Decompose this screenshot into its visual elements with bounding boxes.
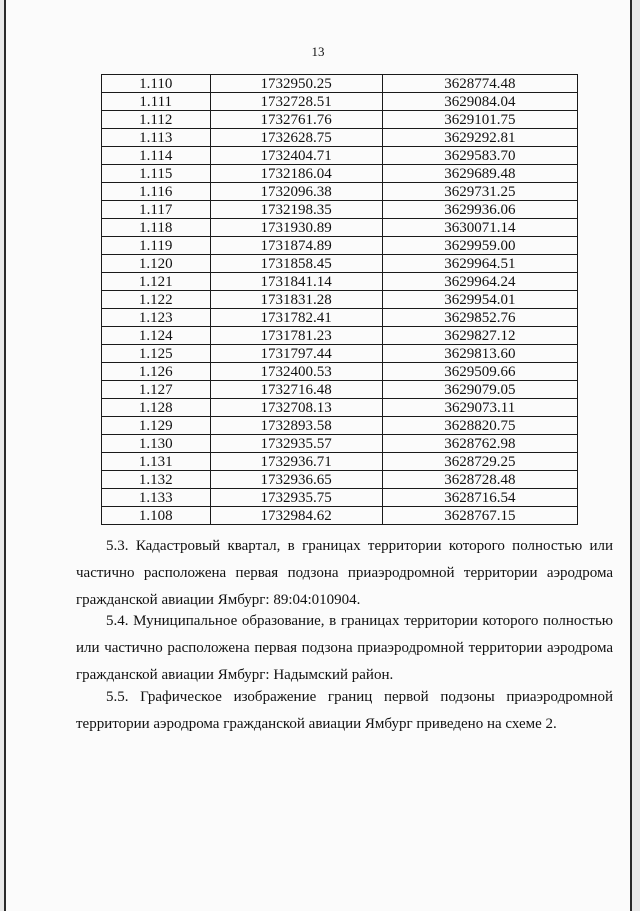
point-number-cell: 1.133 xyxy=(102,489,211,507)
x-coordinate-cell: 1732761.76 xyxy=(210,111,382,129)
x-coordinate-cell: 1731781.23 xyxy=(210,327,382,345)
y-coordinate-cell: 3630071.14 xyxy=(382,219,577,237)
y-coordinate-cell: 3629959.00 xyxy=(382,237,577,255)
point-number-cell: 1.108 xyxy=(102,507,211,525)
point-number-cell: 1.110 xyxy=(102,75,211,93)
table-row xyxy=(102,363,578,381)
y-coordinate-cell: 3629073.11 xyxy=(382,399,577,417)
coordinates-table-body xyxy=(102,75,578,525)
paragraph-5-5: 5.5. Графическое изображение границ первой подзоны приаэродромной территории аэродрома гражданской авиации Ямбург приведено на схеме 2. xyxy=(76,689,613,732)
x-coordinate-cell: 1732936.65 xyxy=(210,471,382,489)
point-number-cell: 1.115 xyxy=(102,165,211,183)
y-coordinate-cell: 3629954.01 xyxy=(382,291,577,309)
table-row xyxy=(102,183,578,201)
y-coordinate-cell: 3629292.81 xyxy=(382,129,577,147)
y-coordinate-cell: 3628767.15 xyxy=(382,507,577,525)
x-coordinate-cell: 1731841.14 xyxy=(210,273,382,291)
point-number-cell: 1.117 xyxy=(102,201,211,219)
table-row xyxy=(102,417,578,435)
point-number-cell: 1.113 xyxy=(102,129,211,147)
table-row xyxy=(102,111,578,129)
point-number-cell: 1.121 xyxy=(102,273,211,291)
table-row xyxy=(102,471,578,489)
point-number-cell: 1.120 xyxy=(102,255,211,273)
y-coordinate-cell: 3629101.75 xyxy=(382,111,577,129)
point-number-cell: 1.128 xyxy=(102,399,211,417)
x-coordinate-cell: 1732628.75 xyxy=(210,129,382,147)
x-coordinate-cell: 1732936.71 xyxy=(210,453,382,471)
table-row xyxy=(102,435,578,453)
table-row xyxy=(102,327,578,345)
table-row xyxy=(102,507,578,525)
table-row xyxy=(102,93,578,111)
table-row xyxy=(102,273,578,291)
table-row xyxy=(102,255,578,273)
table-row xyxy=(102,453,578,471)
x-coordinate-cell: 1732716.48 xyxy=(210,381,382,399)
x-coordinate-cell: 1732950.25 xyxy=(210,75,382,93)
table-row xyxy=(102,345,578,363)
coordinates-table xyxy=(101,74,578,525)
document-page xyxy=(4,0,632,911)
y-coordinate-cell: 3628820.75 xyxy=(382,417,577,435)
point-number-cell: 1.127 xyxy=(102,381,211,399)
point-number-cell: 1.132 xyxy=(102,471,211,489)
table-row xyxy=(102,309,578,327)
y-coordinate-cell: 3629731.25 xyxy=(382,183,577,201)
y-coordinate-cell: 3629583.70 xyxy=(382,147,577,165)
x-coordinate-cell: 1732728.51 xyxy=(210,93,382,111)
point-number-cell: 1.125 xyxy=(102,345,211,363)
y-coordinate-cell: 3629964.51 xyxy=(382,255,577,273)
point-number-cell: 1.119 xyxy=(102,237,211,255)
y-coordinate-cell: 3629813.60 xyxy=(382,345,577,363)
point-number-cell: 1.116 xyxy=(102,183,211,201)
table-row xyxy=(102,489,578,507)
x-coordinate-cell: 1732404.71 xyxy=(210,147,382,165)
table-row xyxy=(102,129,578,147)
y-coordinate-cell: 3628774.48 xyxy=(382,75,577,93)
table-row xyxy=(102,381,578,399)
table-row xyxy=(102,147,578,165)
y-coordinate-cell: 3629827.12 xyxy=(382,327,577,345)
x-coordinate-cell: 1731782.41 xyxy=(210,309,382,327)
y-coordinate-cell: 3629852.76 xyxy=(382,309,577,327)
y-coordinate-cell: 3629079.05 xyxy=(382,381,577,399)
y-coordinate-cell: 3628729.25 xyxy=(382,453,577,471)
y-coordinate-cell: 3628728.48 xyxy=(382,471,577,489)
point-number-cell: 1.124 xyxy=(102,327,211,345)
page-number: 13 xyxy=(311,44,325,59)
y-coordinate-cell: 3629509.66 xyxy=(382,363,577,381)
x-coordinate-cell: 1732935.57 xyxy=(210,435,382,453)
table-row xyxy=(102,399,578,417)
point-number-cell: 1.131 xyxy=(102,453,211,471)
point-number-cell: 1.118 xyxy=(102,219,211,237)
paragraph-5-4: 5.4. Муниципальное образование, в границах территории которого полностью или частично расположена первая подзона приаэродромной территории аэродрома гражданской авиации Ямбург: Надымский район. xyxy=(76,613,613,683)
x-coordinate-cell: 1732893.58 xyxy=(210,417,382,435)
point-number-cell: 1.111 xyxy=(102,93,211,111)
x-coordinate-cell: 1731858.45 xyxy=(210,255,382,273)
y-coordinate-cell: 3629964.24 xyxy=(382,273,577,291)
table-row xyxy=(102,237,578,255)
x-coordinate-cell: 1732935.75 xyxy=(210,489,382,507)
x-coordinate-cell: 1731797.44 xyxy=(210,345,382,363)
table-row xyxy=(102,219,578,237)
point-number-cell: 1.122 xyxy=(102,291,211,309)
x-coordinate-cell: 1731930.89 xyxy=(210,219,382,237)
point-number-cell: 1.114 xyxy=(102,147,211,165)
x-coordinate-cell: 1732198.35 xyxy=(210,201,382,219)
table-row xyxy=(102,291,578,309)
x-coordinate-cell: 1731874.89 xyxy=(210,237,382,255)
y-coordinate-cell: 3628762.98 xyxy=(382,435,577,453)
x-coordinate-cell: 1732186.04 xyxy=(210,165,382,183)
x-coordinate-cell: 1732400.53 xyxy=(210,363,382,381)
table-row xyxy=(102,75,578,93)
point-number-cell: 1.112 xyxy=(102,111,211,129)
x-coordinate-cell: 1731831.28 xyxy=(210,291,382,309)
y-coordinate-cell: 3629084.04 xyxy=(382,93,577,111)
y-coordinate-cell: 3629689.48 xyxy=(382,165,577,183)
table-row xyxy=(102,201,578,219)
x-coordinate-cell: 1732984.62 xyxy=(210,507,382,525)
point-number-cell: 1.130 xyxy=(102,435,211,453)
point-number-cell: 1.126 xyxy=(102,363,211,381)
x-coordinate-cell: 1732708.13 xyxy=(210,399,382,417)
y-coordinate-cell: 3628716.54 xyxy=(382,489,577,507)
point-number-cell: 1.129 xyxy=(102,417,211,435)
x-coordinate-cell: 1732096.38 xyxy=(210,183,382,201)
point-number-cell: 1.123 xyxy=(102,309,211,327)
table-row xyxy=(102,165,578,183)
paragraph-5-3: 5.3. Кадастровый квартал, в границах территории которого полностью или частично расположена первая подзона приаэродромной территории аэродрома гражданской авиации Ямбург: 89:04:010904. xyxy=(76,538,613,608)
y-coordinate-cell: 3629936.06 xyxy=(382,201,577,219)
